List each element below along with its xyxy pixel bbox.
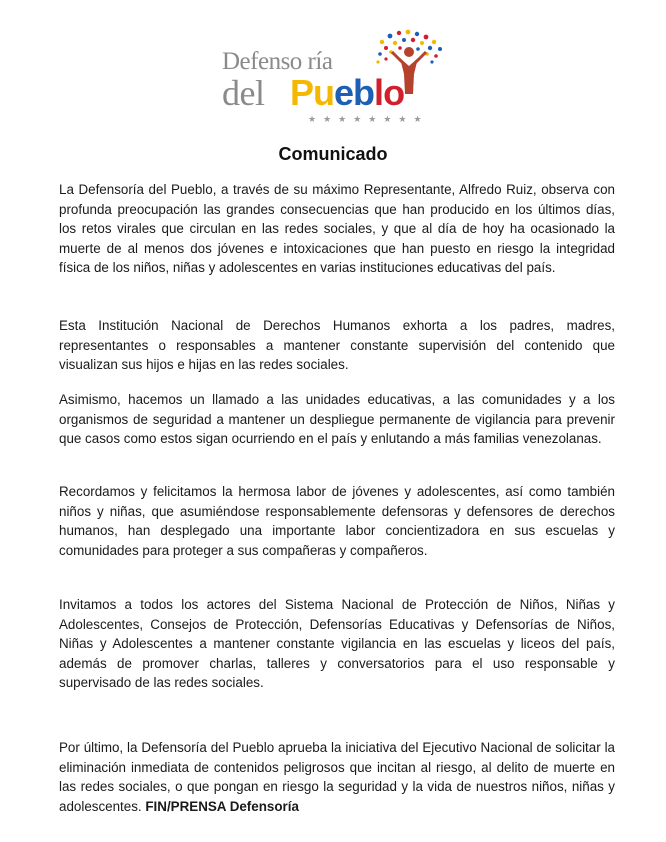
paragraph-4: Recordamos y felicitamos la hermosa labor de jóvenes y adolescentes, así como también niños y niñas, que asumiéndose responsablemente defensoras y defensores de derechos humanos, han desplegado una importante labor concientizadora en sus escuelas y comunidades para proteger a sus compañeras y compañeros. [59, 484, 615, 558]
paragraph-5: Invitamos a todos los actores del Sistema Nacional de Protección de Niños, Niñas y Adolescentes, Consejos de Protección, Defensorías Educativas y Defensorías de Niños, Niñas y Adolescentes a mantener constante vigilancia en las escuelas y liceos del país, además de promover charlas, talleres y conversatorios para el uso responsable y supervisado de las redes sociales. [59, 597, 615, 690]
defensoria-logo [220, 28, 470, 128]
logo-letter-1: u [313, 72, 335, 113]
logo-letter-2: e [334, 72, 354, 113]
paragraph-1: La Defensoría del Pueblo, a través de su máximo Representante, Alfredo Ruiz, observa con profunda preocupación las grandes consecuencias que han producido en los últimos días, los retos virales que circulan en las redes sociales, y que al día de hoy ha ocasionado la muerte de al menos dos jóvenes e intoxicaciones que han puesto en riesgo la integridad física de los niños, niñas y adolescentes en varias instituciones educativas del país. [59, 182, 615, 275]
signature: FIN/PRENSA Defensoría [145, 798, 299, 814]
logo-letter-5: o [383, 72, 405, 113]
paragraph-2: Esta Institución Nacional de Derechos Humanos exhorta a los padres, madres, representantes o responsables a mantener constante supervisión del contenido que visualizan sus hijos e hijas en las redes sociales. [59, 318, 615, 372]
paragraph-6-text: Por último, la Defensoría del Pueblo aprueba la iniciativa del Ejecutivo Nacional de solicitar la eliminación inmediata de contenidos peligrosos que incitan al riesgo, al delito de muerte en las redes sociales, o que pongan en riesgo la seguridad y la vida de nuestros niños, niñas y adolescentes. [59, 740, 615, 814]
paragraph-3: Asimismo, hacemos un llamado a las unidades educativas, a las comunidades y a los organismos de seguridad a mantener un despliegue permanente de vigilancia para prevenir que casos como estos sigan ocurriendo en el país y enlutando a más familias venezolanas. [59, 392, 615, 446]
logo-letter-0: P [290, 72, 314, 113]
logo-word-defensoria: Defenso ría [222, 48, 333, 75]
tree-of-people-icon [370, 28, 460, 108]
logo-word-del: del [222, 73, 265, 113]
logo-stars: ★★★★★★★★ [308, 114, 429, 124]
document-title: Comunicado [278, 144, 388, 164]
paragraph-6 [59, 738, 615, 816]
logo-letter-4: l [374, 72, 384, 113]
logo-letter-3: b [353, 72, 375, 113]
